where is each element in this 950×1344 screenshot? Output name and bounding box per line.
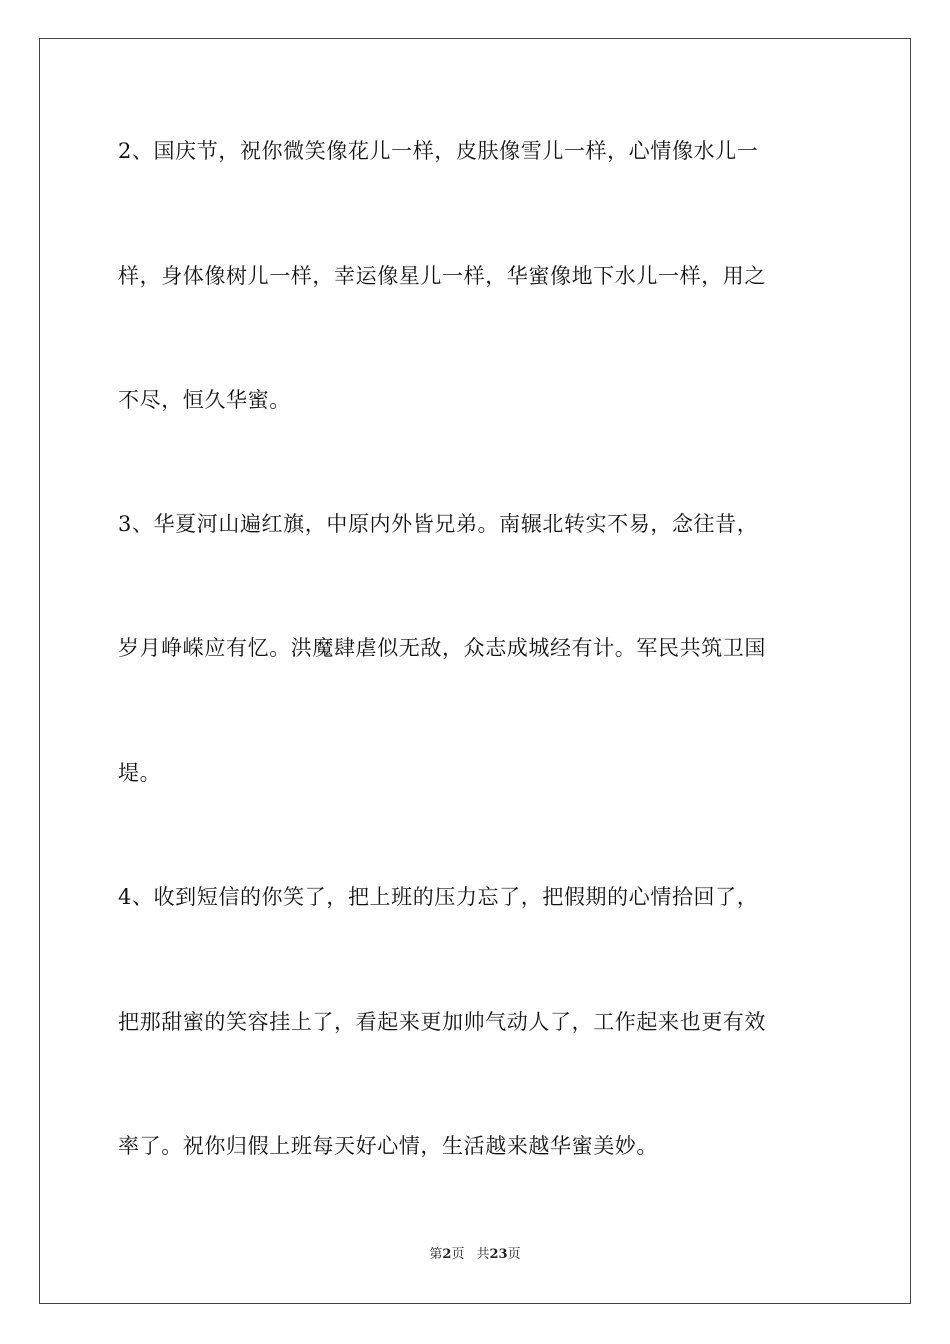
paragraph-4-line-2: 把那甜蜜的笑容挂上了，看起来更加帅气动人了，工作起来也更有效 (118, 1010, 766, 1034)
page-suffix: 页 (451, 1247, 465, 1262)
total-pages: 23 (489, 1247, 508, 1262)
page-number: 2 (442, 1247, 452, 1262)
total-prefix: 共 (476, 1247, 490, 1262)
page-footer (0, 1246, 950, 1264)
paragraph-2-line-1: 2、国庆节，祝你微笑像花儿一样，皮肤像雪儿一样，心情像水儿一 (118, 139, 759, 163)
total-suffix: 页 (507, 1247, 521, 1262)
paragraph-3-line-3: 堤。 (118, 761, 162, 785)
paragraph-3-line-2: 岁月峥嵘应有忆。洪魔肆虐似无敌，众志成城经有计。军民共筑卫国 (118, 636, 766, 660)
paragraph-2-line-3: 不尽，恒久华蜜。 (118, 388, 291, 412)
paragraph-4-line-1: 4、收到短信的你笑了，把上班的压力忘了，把假期的心情拾回了， (118, 885, 759, 909)
page-prefix: 第 (429, 1247, 443, 1262)
paragraph-4-line-3: 率了。祝你归假上班每天好心情，生活越来越华蜜美妙。 (118, 1134, 658, 1158)
page-border (39, 38, 911, 1304)
paragraph-2-line-2: 样，身体像树儿一样，幸运像星儿一样，华蜜像地下水儿一样，用之 (118, 264, 766, 288)
paragraph-3-line-1: 3、华夏河山遍红旗，中原内外皆兄弟。南辗北转实不易，念往昔， (118, 512, 759, 536)
